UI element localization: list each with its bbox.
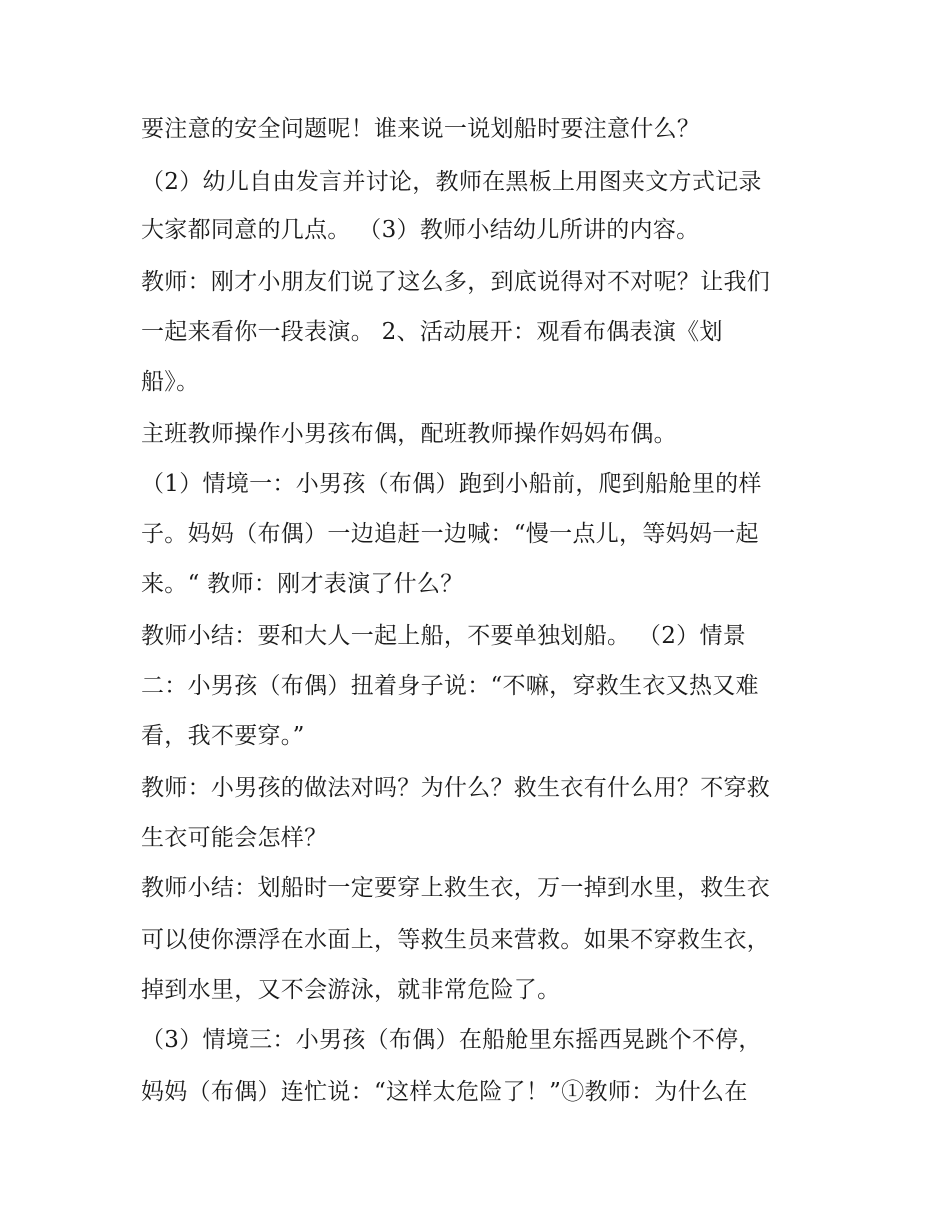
text-line: 可以使你漂浮在水面上，等救生员来营救。如果不穿救生衣，	[141, 927, 771, 953]
text-line: 教师小结：要和大人一起上船，不要单独划船。 （2）情景	[141, 623, 747, 649]
text-line: 看，我不要穿。”	[141, 723, 305, 749]
text-line: 掉到水里，又不会游泳，就非常危险了。	[141, 977, 561, 1003]
text-line: 大家都同意的几点。 （3）教师小结幼儿所讲的内容。	[141, 217, 700, 243]
text-line: 教师：刚才小朋友们说了这么多，到底说得对不对呢？让我们	[141, 269, 771, 295]
text-line: 二：小男孩（布偶）扭着身子说：“不嘛，穿救生衣又热又难	[141, 673, 759, 699]
text-line: 妈妈（布偶）连忙说：“这样太危险了！”①教师：为什么在	[141, 1079, 748, 1105]
text-line: （3）情境三：小男孩（布偶）在船舱里东摇西晃跳个不停，	[141, 1027, 762, 1053]
text-line: 子。妈妈（布偶）一边追赶一边喊：“慢一点儿，等妈妈一起	[141, 521, 759, 547]
text-line: 船》。	[141, 369, 200, 395]
text-line: 主班教师操作小男孩布偶，配班教师操作妈妈布偶。	[141, 421, 677, 447]
text-line: （2）幼儿自由发言并讨论，教师在黑板上用图夹文方式记录	[141, 169, 762, 195]
text-line: 教师小结：划船时一定要穿上救生衣，万一掉到水里，救生衣	[141, 875, 771, 901]
text-line: 生衣可能会怎样？	[141, 825, 328, 851]
text-line: 要注意的安全问题呢！谁来说一说划船时要注意什么？	[141, 116, 701, 142]
text-line: 教师：小男孩的做法对吗？为什么？救生衣有什么用？不穿救	[141, 775, 771, 801]
text-line: 来。“ 教师：刚才表演了什么？	[141, 571, 464, 597]
text-line: 一起来看你一段表演。 2、活动展开：观看布偶表演《划	[141, 319, 723, 345]
text-line: （1）情境一：小男孩（布偶）跑到小船前，爬到船舱里的样	[141, 471, 762, 497]
